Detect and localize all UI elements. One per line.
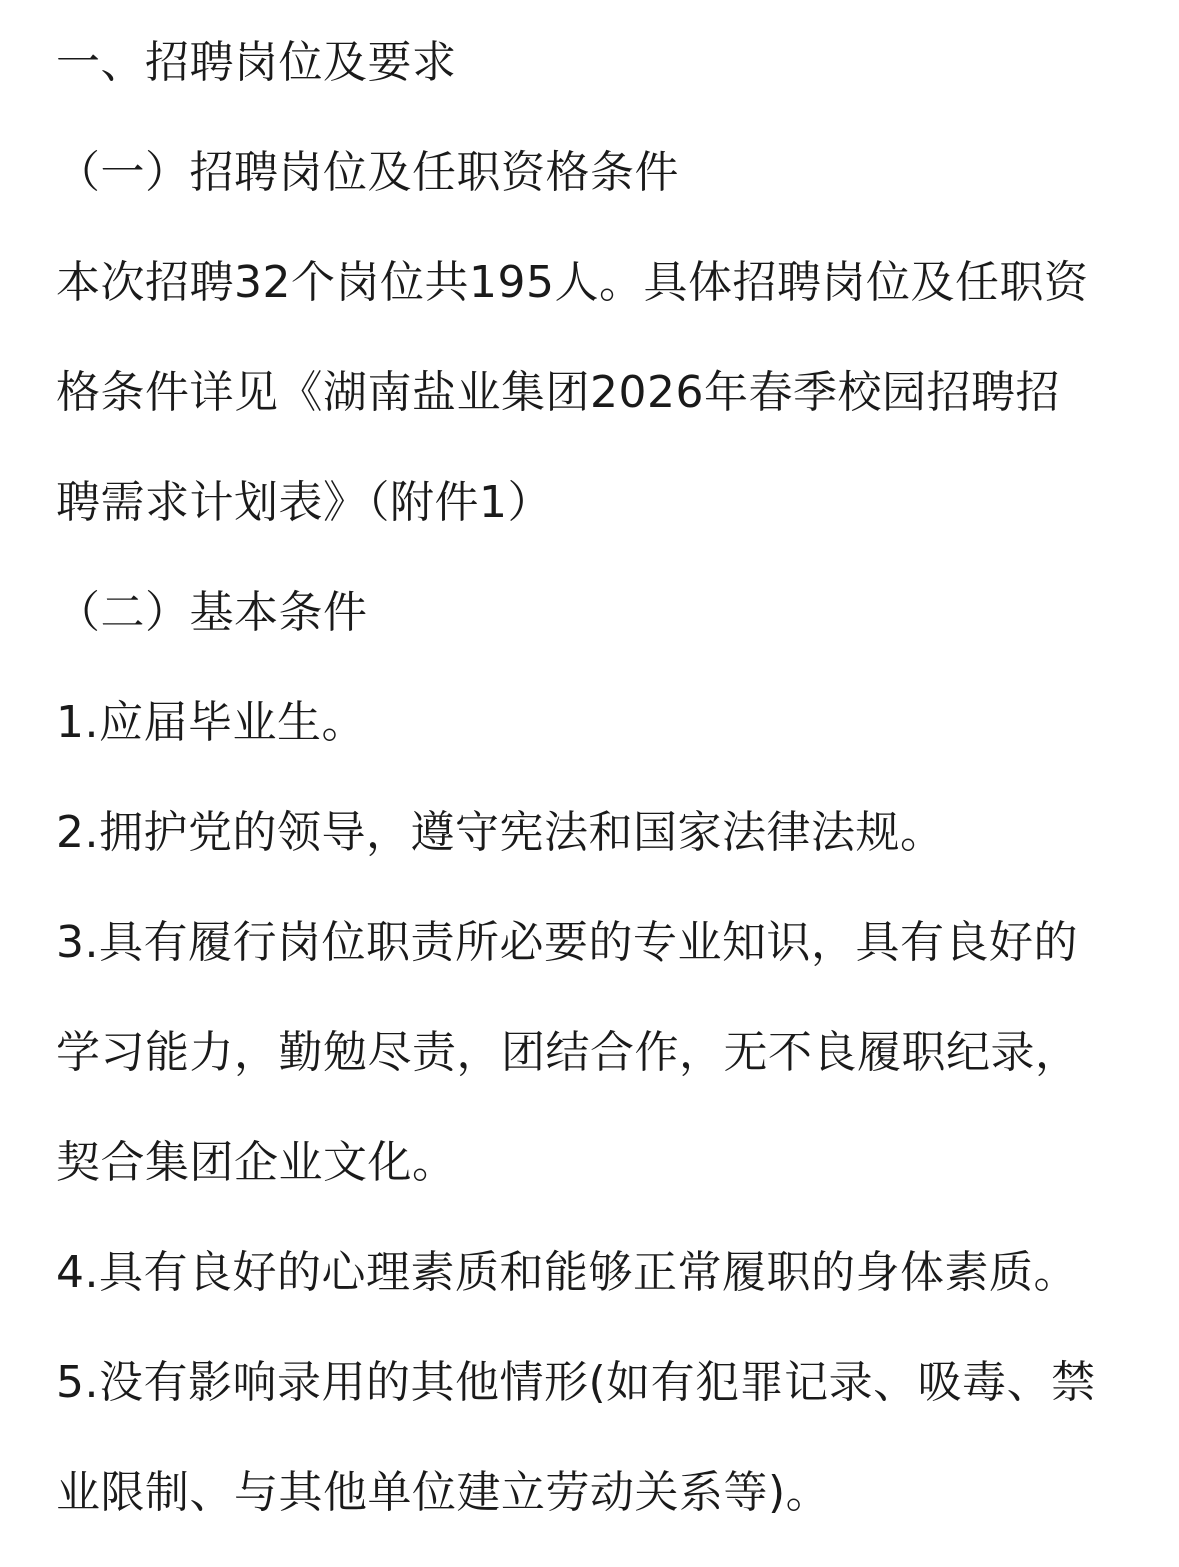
list-item-2: 2.拥护党的领导，遵守宪法和国家法律法规。: [56, 807, 945, 858]
section-heading: 一、招聘岗位及要求: [56, 37, 457, 88]
paragraph-positions: [56, 228, 1146, 558]
paragraph-line: 聘需求计划表》（附件1）: [56, 477, 552, 528]
list-item-1: 1.应届毕业生。: [56, 697, 366, 748]
list-item-line: 学习能力，勤勉尽责，团结合作，无不良履职纪录，: [56, 1027, 1080, 1078]
paragraph-line: 本次招聘32个岗位共195人。具体招聘岗位及任职资: [56, 257, 1089, 308]
list-item-line: 业限制、与其他单位建立劳动关系等)。: [56, 1467, 831, 1518]
subsection-heading-positions: （一）招聘岗位及任职资格条件: [56, 147, 679, 198]
article-body: [56, 8, 1146, 1548]
list-item-line: 5.没有影响录用的其他情形(如有犯罪记录、吸毒、禁: [56, 1357, 1096, 1408]
list-item-line: 契合集团企业文化。: [56, 1137, 457, 1188]
paragraph-line: 格条件详见《湖南盐业集团2026年春季校园招聘招: [56, 367, 1060, 418]
list-item-line: 3.具有履行岗位职责所必要的专业知识，具有良好的: [56, 917, 1078, 968]
list-item-4: 4.具有良好的心理素质和能够正常履职的身体素质。: [56, 1247, 1078, 1298]
subsection-heading-basic-conditions: （二）基本条件: [56, 587, 368, 638]
list-item-3: [56, 888, 1146, 1218]
list-item-5: [56, 1328, 1146, 1548]
